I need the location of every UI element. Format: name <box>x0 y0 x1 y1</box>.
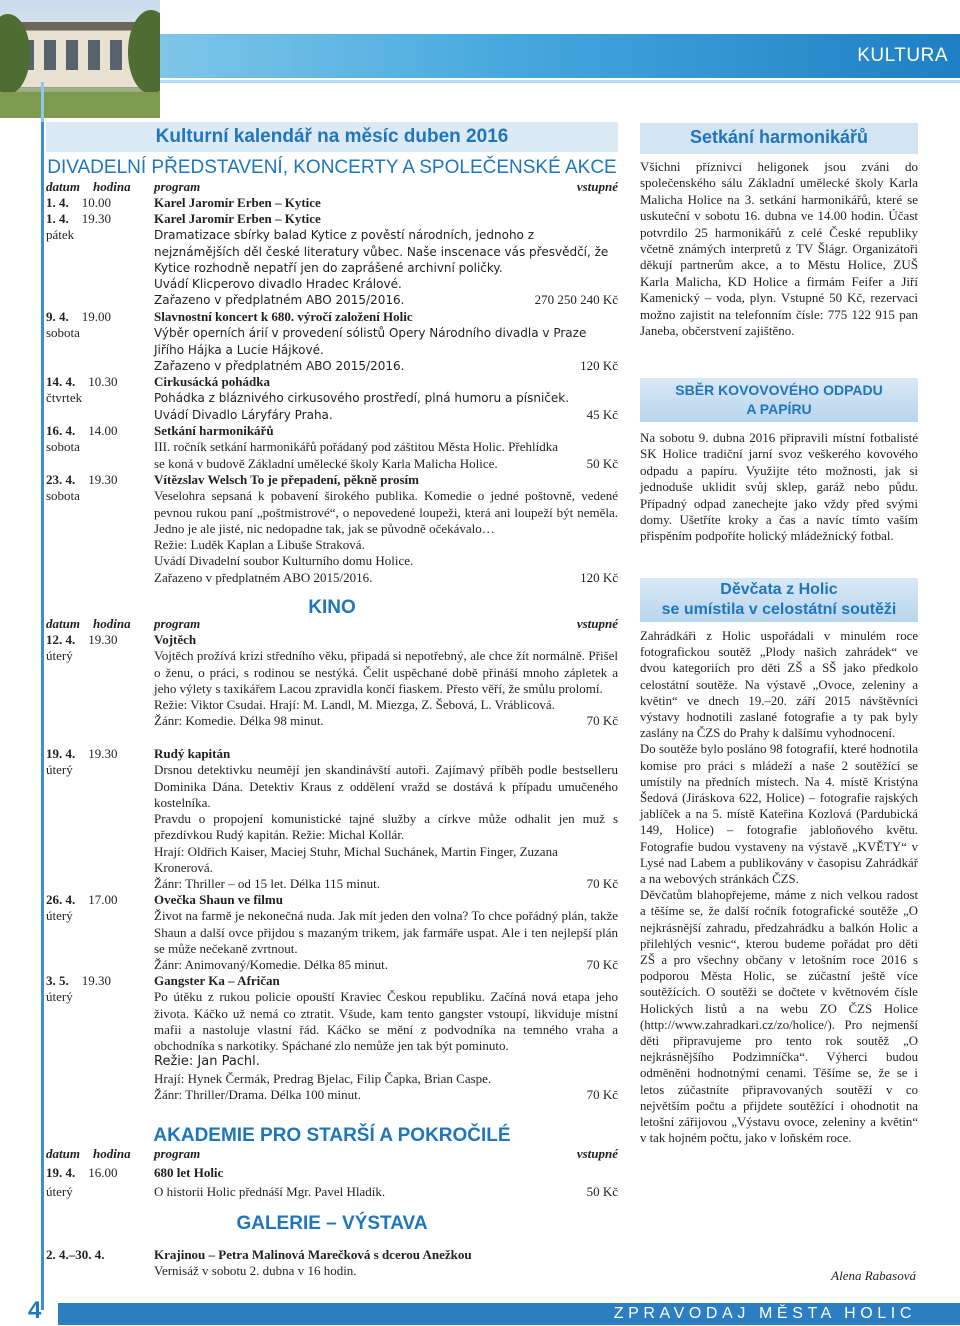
event-note: Zařazeno v předplatném ABO 2015/2016. <box>154 293 405 308</box>
event-description: Veselohra sepsaná k pobavení širokého publika. Komedie o jedné poštovně, vedené pevnou rukou paní „poštmistrové“, o nepovedené loupeži, která ani loupeží být neměla. Jedno je ale jisté, nic nedopadne tak, jak se původně očekávalo… <box>154 488 618 536</box>
col-time: hodina <box>93 616 131 631</box>
event-description: O historii Holic přednáší Mgr. Pavel Hladík. <box>154 1184 386 1200</box>
event-price: 50 Kč <box>586 1184 618 1200</box>
left-rule <box>41 82 44 1310</box>
cinema-title: KINO <box>308 597 356 618</box>
col-date: datum <box>46 179 80 194</box>
event-day: sobota <box>46 325 80 341</box>
event-title: 680 let Holic <box>154 1165 224 1180</box>
event-note: Zařazeno v předplatném ABO 2015/2016. <box>154 569 373 585</box>
event-description: Pohádka z bláznivého cirkusového prostředí, plná humoru a písniček. <box>154 391 570 406</box>
event-description: Po útěku z rukou policie opouští Kraviec Českou republiku. Začíná nová etapa jeho života. Káčko už nemá co ztratit. Všude, kam tento gangster vstoupí, likviduje místní mafii a nastoluje vlastní řád. Káčko se mění z podvodníka na temného vraha a obchodníka s narkotiky. Spáchané zlo nemůže jen tak být pominuto. <box>154 989 618 1054</box>
event-day: sobota <box>46 439 80 455</box>
girls-paragraph: Děvčatům blahopřejeme, máme z nich velkou radost a těšíme se, že další ročník fotografické soutěže „O nejkrásnější zahradu, předzahrádku a balkón Holic a přilehlých vesnic“, kterou budeme pořádat pro děti ZŠ a pro všechny občany v letošním roce 2016 s podporou Města Holic, se zúčastní ještě více soutěžících. O soutěži se dočtete v květnovém čísle Holických listů a na webu ZO ČZS Holice (http://www.zahradkari.cz/zo/holice/). Pro nejmenší děti připravujeme pro tento rok soutěž „O nejkrásnějšího Podzimníčka“. Výherci budou odměněni hodnotnými cenami. Těšíme se, že se i letos zúčastníte připravovaných soutěží v co největším počtu a přijdete soutěžící i ohodnotit na letošní zářijovou „Výstavu ovoce, zeleniny a květin“ v tak hojném počtu, jako v loňském roce. <box>640 888 918 1146</box>
metal-title-line: SBĚR KOVOVOVÉHO ODPADU <box>675 382 883 398</box>
event-description: Život na farmě je nekonečná nuda. Jak mít jeden den volna? To chce pořádný plán, takže Shaun a další ovce přijdou s mazaným trikem, jak farmáře uspat. Ale i ten nejlepší plán se může nečekaně zvrtnout. <box>154 908 618 956</box>
event-price: 70 Kč <box>586 957 618 973</box>
event-note: Uvádí Divadelní soubor Kulturního domu Holice. <box>154 553 414 569</box>
col-date: datum <box>46 1146 80 1161</box>
event-price: 70 Kč <box>586 876 618 892</box>
event-time: 14.00 <box>88 423 118 438</box>
harmonika-title: Setkání harmonikářů <box>689 127 869 147</box>
col-price: vstupné <box>576 1146 618 1161</box>
girls-text <box>640 628 918 1147</box>
harmonika-paragraph: Všichni příznivci heligonek jsou zváni do společenského sálu Základní umělecké školy Karla Malicha Holice na 3. setkání harmonikářů, které se uskuteční v sobotu 16. dubna ve 14.00 hodin. Účast potvrdilo 25 harmonikářů z celé České republiky včetně známých interpretů z TV Šlágr. Organizátoři děkují partnerům akce, a to Městu Holice, ZUŠ Karla Malicha, KD Holice a firmám Feifer a Jiří Kamenický – voda, plyn. Vstupné 50 Kč, rezervaci možno zajistit na telefonním čísle: 775 122 915 pan Janeba, občerstvení zajištěno. <box>640 159 918 339</box>
event-time: 19.00 <box>81 309 111 324</box>
calendar-title: Kulturní kalendář na měsíc duben 2016 <box>155 126 509 147</box>
girls-title <box>640 580 918 620</box>
event-price: 120 Kč <box>580 357 618 373</box>
col-date: datum <box>46 616 80 631</box>
event-date: 23. 4. <box>46 472 76 487</box>
event-description: Dramatizace sbírky balad Kytice z pověstí národních, jednoho z nejznámějších děl české literatury vůbec. Naše inscenace vás přesvědčí, že Kytice rozhodně nepatří jen do zaprášené archivní poličky. <box>154 228 609 275</box>
event-date: 1. 4. <box>46 195 69 210</box>
event-price: 120 Kč <box>580 569 618 585</box>
event-time: 16.00 <box>88 1165 118 1180</box>
event-price: 270 250 240 Kč <box>534 292 618 308</box>
event-date: 19. 4. <box>46 1165 76 1180</box>
harmonika-text <box>640 159 918 339</box>
event-note: Hrají: Oldřich Kaiser, Maciej Stuhr, Michal Suchánek, Martin Finger, Zuzana Kronerová. <box>154 843 558 876</box>
event-date: 2. 4.–30. 4. <box>46 1247 105 1262</box>
event-title: Karel Jaromír Erben – Kytice <box>154 211 321 226</box>
calendar-event <box>46 423 618 472</box>
event-day: pátek <box>46 227 75 243</box>
event-note: Režie: Luděk Kaplan a Libuše Straková. <box>154 537 365 553</box>
calendar-event <box>46 309 618 374</box>
event-title: Cirkusácká pohádka <box>154 374 270 389</box>
event-note: Žánr: Thriller – od 15 let. Délka 115 minut. <box>154 876 381 892</box>
academy-column-header <box>46 1146 618 1163</box>
gallery-event <box>46 1247 618 1280</box>
calendar-event <box>46 211 618 309</box>
event-day: úterý <box>46 989 73 1005</box>
calendar-event <box>46 472 618 586</box>
event-title: Setkání harmonikářů <box>154 423 274 438</box>
event-date: 26. 4. <box>46 892 76 907</box>
article-signature: Alena Rabasová <box>831 1268 916 1283</box>
event-date: 14. 4. <box>46 374 76 389</box>
girls-paragraph: Do soutěže bylo posláno 98 fotografií, které hodnotila komise pro práci s mládeží a naše 2 soutěžící se umístily na předních místech. Na 4. místě Kristýna Šedová (Jiráskova 622, Holice) – fotografie rajských jablíček a na 5. místě Kateřina Kozlová (Pardubická 149, Holice) – fotografie jabloňového květu. Fotografie budou vystaveny na výstavě „KVĚTY“ v Lysé nad Labem a publikovány v časopisu Zahrádkář a na webových stránkách ČZS. <box>640 742 918 887</box>
publication-name: ZPRAVODAJ MĚSTA HOLIC <box>613 1305 916 1322</box>
event-title: Slavnostní koncert k 680. výročí založení Holic <box>154 309 413 324</box>
col-time: hodina <box>93 1146 131 1161</box>
event-day: úterý <box>46 648 73 664</box>
section-title: KULTURA <box>857 45 948 66</box>
event-title: Vojtěch <box>154 632 197 647</box>
cinema-event <box>46 973 618 1103</box>
event-time: 19.30 <box>81 211 111 226</box>
event-time: 19.30 <box>88 632 118 647</box>
calendar-subtitle: DIVADELNÍ PŘEDSTAVENÍ, KONCERTY A SPOLEČENSKÉ AKCE <box>47 157 617 178</box>
event-description: Drsnou detektivku neumějí jen skandinávští autoři. Zajímavý příběh podle bestselleru Dominika Dána. Detektiv Kraus z oddělení vražd se dostává k případu umučeného kostelníka. <box>154 762 618 810</box>
event-time: 10.30 <box>88 374 118 389</box>
cinema-event <box>46 746 618 893</box>
event-day: úterý <box>46 762 73 778</box>
event-price: 45 Kč <box>586 406 618 422</box>
event-title: Ovečka Shaun ve filmu <box>154 892 283 907</box>
event-title: Gangster Ka – Afričan <box>154 973 280 988</box>
gallery-title: GALERIE – VÝSTAVA <box>236 1213 428 1234</box>
event-note: Žánr: Thriller/Drama. Délka 100 minut. <box>154 1087 361 1103</box>
event-date: 9. 4. <box>46 309 69 324</box>
girls-title-line: Děvčata z Holic <box>720 581 838 598</box>
event-description: Výběr operních árií v provedení sólistů Opery Národního divadla v Praze Jiřího Hájka a Lucie Hájkové. <box>154 326 587 357</box>
event-price: 70 Kč <box>586 1087 618 1103</box>
header-photo <box>0 0 160 118</box>
event-day: úterý <box>46 908 73 924</box>
section-header-bar <box>160 34 960 78</box>
calendar-event <box>46 195 618 211</box>
cinema-event <box>46 632 618 730</box>
event-day: sobota <box>46 488 80 504</box>
event-time: 17.00 <box>88 892 118 907</box>
event-note: Zařazeno v předplatném ABO 2015/2016. <box>154 358 405 373</box>
footer-bar <box>58 1303 960 1325</box>
event-title: Krajinou – Petra Malinová Marečková s dcerou Anežkou <box>154 1247 472 1262</box>
event-time: 19.30 <box>88 472 118 487</box>
event-time: 19.30 <box>81 973 111 988</box>
col-time: hodina <box>93 179 131 194</box>
event-price: 50 Kč <box>586 455 618 471</box>
metal-title-line: A PAPÍRU <box>746 401 812 417</box>
event-time: 19.30 <box>88 746 118 761</box>
event-note: Režie: Jan Pachl. <box>154 1054 260 1070</box>
col-program: program <box>154 179 201 194</box>
col-program: program <box>154 1146 201 1161</box>
cinema-event <box>46 892 618 973</box>
header-stripe <box>160 80 960 83</box>
event-note: Uvádí Divadlo Láryfáry Praha. <box>154 407 333 422</box>
event-description: Vernisáž v sobotu 2. dubna v 16 hodin. <box>154 1263 357 1279</box>
girls-title-line: se umístila v celostátní soutěži <box>661 601 897 618</box>
event-time: 10.00 <box>81 195 111 210</box>
calendar-column-header <box>46 179 618 196</box>
event-title: Karel Jaromír Erben – Kytice <box>154 195 321 210</box>
event-description: III. ročník setkání harmonikářů pořádaný pod záštitou Města Holic. Přehlídka se koná v budově Základní umělecké školy Karla Malicha Holice. <box>154 439 558 471</box>
academy-event <box>46 1165 618 1201</box>
col-program: program <box>154 616 201 631</box>
event-title: Vítězslav Welsch To je přepadení, pěkně prosím <box>154 472 419 487</box>
page-number: 4 <box>28 1297 42 1324</box>
calendar-event <box>46 374 618 423</box>
event-description: Pravdu o propojení komunistické tajné služby a církve může odhalit jen muž s přezdívkou Rudý kapitán. Režie: Michal Kollár. <box>154 811 618 843</box>
metal-paragraph: Na sobotu 9. dubna 2016 připravili místní fotbalisté SK Holice tradiční jarní svoz veškerého kovového odpadu a papíru. Využijte této možnosti, jak si jednoduše uklidit svůj sklep, garáž nebo půdu. Případný odpad zanechejte jako vždy před svými domy. Ušetříte kroky a čas a navíc tímto vaším přispěním podpoříte holický mládežnický fotbal. <box>640 430 918 544</box>
metal-title <box>640 381 918 419</box>
event-date: 19. 4. <box>46 746 76 761</box>
event-day: čtvrtek <box>46 390 83 406</box>
event-date: 1. 4. <box>46 211 69 226</box>
event-description: Vojtěch prožívá krizi středního věku, připadá si nepotřebný, ale chce žít normálně. Přišel o ženu, o práci, s rodinou se nestýká. Čelit uspěchané době přináší mnoho zápletek a jeho výlety s taxikářem Lacou zpravidla končí fiaskem. Přesto věří, že smůlu prolomí. <box>154 648 618 696</box>
metal-text <box>640 430 918 545</box>
event-date: 12. 4. <box>46 632 76 647</box>
event-note: Hrají: Hynek Čermák, Predrag Bjelac, Filip Čapka, Brian Caspe. <box>154 1070 492 1086</box>
event-date: 16. 4. <box>46 423 76 438</box>
left-rule-accent <box>41 82 44 122</box>
col-price: vstupné <box>576 179 618 194</box>
girls-paragraph: Zahrádkáři z Holic uspořádali v minulém roce fotografickou soutěž „Plody našich zahrádek“ ve dvou kategoriích pro děti ZŠ a SŠ jako předkolo celostátní soutěže. Na výstavě „Ovoce, zeleniny a květin“ ve dnech 19.–20. září 2015 návštěvníci výstavy hodnotili zaslané fotografie a ty pak byly zaslány na ČZS do Prahy k dalšímu vyhodnocení. <box>640 629 918 741</box>
event-price: 70 Kč <box>586 713 618 729</box>
event-note: Žánr: Komedie. Délka 98 minut. <box>154 713 324 729</box>
event-day: úterý <box>46 1184 73 1200</box>
col-price: vstupné <box>576 616 618 631</box>
academy-title: AKADEMIE PRO STARŠÍ A POKROČILÉ <box>153 1125 511 1146</box>
event-date: 3. 5. <box>46 973 69 988</box>
cinema-column-header <box>46 616 618 633</box>
event-note: Uvádí Klicperovo divadlo Hradec Králové. <box>154 277 402 292</box>
event-note: Režie: Viktor Csudai. Hrají: M. Landl, M. Miezga, Z. Šebová, L. Vráblicová. <box>154 697 555 713</box>
event-note: Žánr: Animovaný/Komedie. Délka 85 minut. <box>154 957 388 973</box>
event-title: Rudý kapitán <box>154 746 231 761</box>
